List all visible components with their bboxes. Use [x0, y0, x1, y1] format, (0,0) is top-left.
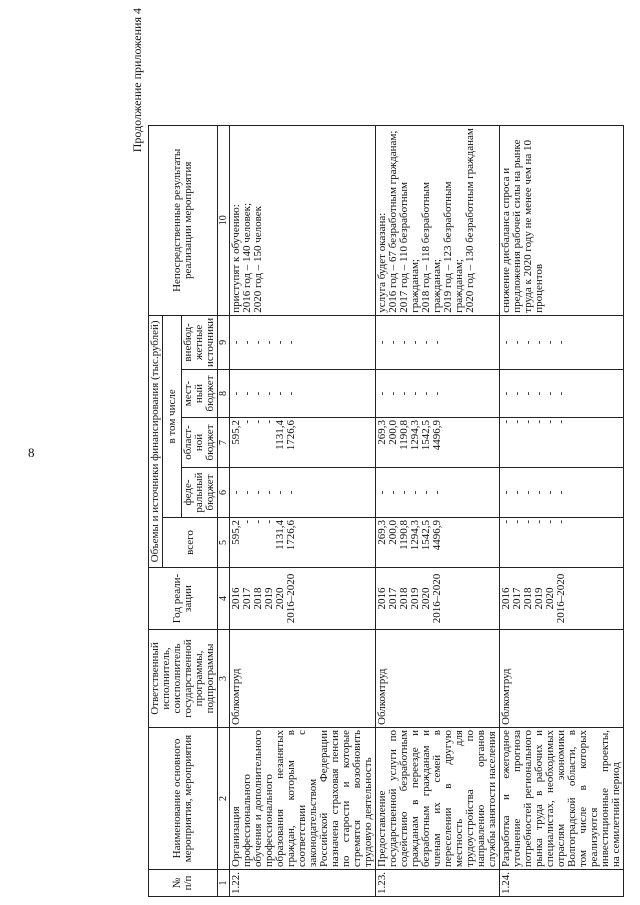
funding-total-line: 1190,8 [398, 520, 410, 550]
funding-total-line: 269,3 [376, 520, 388, 545]
funding-regional [500, 418, 624, 468]
funding-extrabudgetary-line: - [533, 340, 545, 345]
row-number: 1.22. [230, 870, 376, 897]
header-regional: област- ной бюджет [182, 418, 218, 468]
implementation-years-line: 2017 [387, 587, 399, 610]
expected-result [500, 125, 624, 315]
header-local: мест- ный бюджет [182, 370, 218, 418]
implementation-years-line: 2019 [263, 587, 275, 610]
funding-local-line: - [285, 391, 297, 396]
implementation-years-line: 2016 [376, 587, 388, 610]
funding-extrabudgetary-line: - [230, 340, 242, 345]
funding-federal-line: - [409, 490, 421, 495]
column-number: 9 [218, 315, 230, 369]
funding-federal [230, 468, 376, 518]
table-row [500, 125, 624, 896]
funding-total-line: - [500, 520, 512, 524]
funding-total [230, 518, 376, 568]
funding-federal-line: - [522, 490, 534, 495]
funding-regional-line: 1542,5 [420, 420, 432, 451]
activity-name: Организация профессионального обучения и дополнительного профессионального образования незанятых граждан, которым в соответствии с законодательством Российской Федерации назначена страховая пенсия по старости и которые стремятся возобновить трудовую деятельность [230, 728, 376, 870]
funding-extrabudgetary-line: - [555, 340, 567, 345]
page-number: 8 [28, 445, 35, 460]
column-number: 5 [218, 518, 230, 568]
funding-local-line: - [533, 391, 545, 396]
funding-federal [376, 468, 500, 518]
column-number: 3 [218, 630, 230, 728]
funding-extrabudgetary-line: - [376, 340, 388, 345]
activity-name: Предоставление государственной услуги по содействию безработным гражданам в переезде и безработным гражданам и членам их семей в переселении в другую местность для трудоустройства по направлению органов службы занятости населения [376, 728, 500, 870]
funding-regional-line: 595,2 [230, 420, 242, 445]
funding-regional-line: 1131,4 [274, 420, 286, 450]
funding-total-line: 1726,6 [285, 520, 297, 551]
funding-extrabudgetary-line: - [274, 340, 286, 345]
funding-total [500, 518, 624, 568]
funding-federal-line: - [285, 490, 297, 495]
funding-local-line: - [431, 391, 443, 396]
implementation-years [500, 568, 624, 630]
funding-federal-line: - [274, 490, 286, 495]
implementation-years-line: 2017 [241, 587, 253, 610]
funding-regional-line: 1190,8 [398, 420, 410, 450]
funding-local-line: - [522, 391, 534, 396]
header-federal: феде- ральный бюджет [182, 468, 218, 518]
funding-extrabudgetary-line: - [431, 340, 443, 345]
funding-local-line: - [409, 391, 421, 396]
funding-regional-line: - [241, 420, 253, 424]
funding-federal-line: - [420, 490, 432, 495]
funding-regional [376, 418, 500, 468]
funding-regional-line: - [555, 420, 567, 424]
header-name: Наименование основного мероприятия, мероприятия [149, 728, 218, 870]
funding-total-line: - [555, 520, 567, 524]
expected-result-line: 2020 год – 130 безработным гражданам [464, 128, 476, 313]
funding-total-line: 1542,5 [420, 520, 432, 551]
implementation-years-line: 2016–2020 [555, 573, 567, 624]
funding-total-line: 4496,9 [431, 520, 443, 551]
implementation-years-line: 2020 [544, 587, 556, 610]
expected-result-line: 2017 год – 110 безработным гражданам; [398, 181, 421, 313]
expected-result-line: 2018 год – 118 безработным гражданам; [420, 181, 443, 313]
funding-local [230, 370, 376, 418]
table-row [376, 125, 500, 896]
column-number: 1 [218, 870, 230, 897]
implementation-years-line: 2017 [511, 587, 523, 610]
implementation-years [376, 568, 500, 630]
funding-local-line: - [420, 391, 432, 396]
rotated-page-content [130, 0, 622, 905]
funding-federal-line: - [252, 490, 264, 495]
implementation-years-line: 2016 [230, 587, 242, 610]
funding-local-line: - [555, 391, 567, 396]
implementation-years-line: 2020 [420, 587, 432, 610]
header-year: Год реали- зации [149, 568, 218, 630]
column-number-row [218, 125, 230, 896]
funding-extrabudgetary-line: - [420, 340, 432, 345]
header-incl: в том числе [163, 315, 182, 517]
funding-extrabudgetary-line: - [500, 340, 512, 345]
funding-regional-line: 269,3 [376, 420, 388, 445]
column-number: 4 [218, 568, 230, 630]
table-body [230, 125, 624, 896]
funding-local-line: - [398, 391, 410, 396]
header-funding: Объемы и источники финансирования (тыс.рублей) [149, 315, 163, 567]
funding-extrabudgetary-line: - [285, 340, 297, 345]
funding-total-line: 1131,4 [274, 520, 286, 550]
funding-extrabudgetary-line: - [263, 340, 275, 345]
column-number: 10 [218, 125, 230, 315]
funding-total-line: - [241, 520, 253, 524]
funding-federal [500, 468, 624, 518]
funding-extrabudgetary-line: - [398, 340, 410, 345]
expected-result-line: 2016 год – 67 безработным гражданам; [387, 130, 399, 313]
implementation-years-line: 2018 [522, 587, 534, 610]
funding-extrabudgetary-line: - [387, 340, 399, 345]
funding-regional-line: - [511, 420, 523, 424]
expected-result-line: 2016 год – 140 человек; [241, 202, 253, 313]
implementation-years-line: 2018 [398, 587, 410, 610]
expected-result-line: услуга будет оказана: [376, 212, 388, 313]
funding-federal-line: - [230, 490, 242, 495]
implementation-years-line: 2019 [409, 587, 421, 610]
funding-total-line: - [533, 520, 545, 524]
funding-federal-line: - [555, 490, 567, 495]
funding-local-line: - [230, 391, 242, 396]
funding-local [500, 370, 624, 418]
funding-total-line: 1294,3 [409, 520, 421, 551]
implementation-years-line: 2016–2020 [285, 573, 297, 624]
funding-total-line: - [544, 520, 556, 524]
funding-federal-line: - [533, 490, 545, 495]
table-row [230, 125, 376, 896]
funding-total-line: 595,2 [230, 520, 242, 545]
row-number: 1.23. [376, 870, 500, 897]
implementation-years-line: 2018 [252, 587, 264, 610]
implementation-years-line: 2016–2020 [431, 573, 443, 624]
funding-local-line: - [241, 391, 253, 396]
column-number: 7 [218, 418, 230, 468]
funding-local-line: - [274, 391, 286, 396]
funding-local-line: - [387, 391, 399, 396]
expected-result-line: снижение дисбаланса спроса и предложения рабочей силы на рынке труда к 2020 году не менее чем на 10 процентов [500, 139, 545, 313]
funding-federal-line: - [387, 490, 399, 495]
funding-total-line: - [252, 520, 264, 524]
funding-extrabudgetary [376, 315, 500, 369]
funding-extrabudgetary-line: - [511, 340, 523, 345]
funding-local-line: - [511, 391, 523, 396]
funding-extrabudgetary [230, 315, 376, 369]
header-result: Непосредственные результаты реализации мероприятия [149, 125, 218, 315]
funding-federal-line: - [431, 490, 443, 495]
implementation-years-line: 2019 [533, 587, 545, 610]
implementation-years-line: 2020 [274, 587, 286, 610]
funding-total-line: - [511, 520, 523, 524]
funding-regional-line: - [544, 420, 556, 424]
responsible-executor: Облкомтруд [230, 630, 376, 728]
funding-local-line: - [376, 391, 388, 396]
funding-extrabudgetary-line: - [241, 340, 253, 345]
row-number: 1.24. [500, 870, 624, 897]
funding-regional-line: - [263, 420, 275, 424]
funding-regional-line: 1294,3 [409, 420, 421, 451]
responsible-executor: Облкомтруд [500, 630, 624, 728]
expected-result-line: 2019 год – 123 безработным гражданам; [442, 181, 465, 313]
funding-federal-line: - [398, 490, 410, 495]
funding-regional-line: - [522, 420, 534, 424]
funding-regional-line: - [533, 420, 545, 424]
funding-extrabudgetary-line: - [252, 340, 264, 345]
funding-total-line: 200,0 [387, 520, 399, 545]
funding-federal-line: - [263, 490, 275, 495]
funding-regional-line: 1726,6 [285, 420, 297, 451]
funding-local-line: - [500, 391, 512, 396]
activity-name: Разработка и ежегодное уточнение прогноза потребностей регионального рынка труда в рабочих и специалистах, необходимых отраслям экономики Волгоградской области, в том числе в которых реализуются инвестиционные проекты, на семилетний период [500, 728, 624, 870]
funding-total-line: - [263, 520, 275, 524]
continuation-note: Продолжение приложения 4 [130, 8, 144, 153]
implementation-years [230, 568, 376, 630]
funding-regional-line: - [500, 420, 512, 424]
funding-federal-line: - [241, 490, 253, 495]
header-extra: внебюд- жетные источники [182, 315, 218, 369]
expected-result [376, 125, 500, 315]
column-number: 6 [218, 468, 230, 518]
header-total: всего [163, 518, 218, 568]
funding-regional-line: - [252, 420, 264, 424]
funding-local-line: - [263, 391, 275, 396]
funding-regional-line: 200,0 [387, 420, 399, 445]
funding-federal-line: - [544, 490, 556, 495]
funding-extrabudgetary-line: - [522, 340, 534, 345]
expected-result-line: 2020 год – 150 человек [252, 206, 264, 313]
funding-federal-line: - [511, 490, 523, 495]
funding-federal-line: - [500, 490, 512, 495]
responsible-executor: Облкомтруд [376, 630, 500, 728]
funding-federal-line: - [376, 490, 388, 495]
funding-local [376, 370, 500, 418]
header-no: № п/п [149, 870, 218, 897]
funding-extrabudgetary-line: - [409, 340, 421, 345]
funding-total-line: - [522, 520, 534, 524]
funding-extrabudgetary [500, 315, 624, 369]
funding-regional [230, 418, 376, 468]
funding-total [376, 518, 500, 568]
funding-regional-line: 4496,9 [431, 420, 443, 451]
funding-local-line: - [252, 391, 264, 396]
expected-result [230, 125, 376, 315]
column-number: 8 [218, 370, 230, 418]
expected-result-line: приступят к обучению: [230, 204, 242, 313]
funding-extrabudgetary-line: - [544, 340, 556, 345]
funding-local-line: - [544, 391, 556, 396]
implementation-years-line: 2016 [500, 587, 512, 610]
funding-table [148, 125, 624, 897]
header-responsible: Ответственный исполнитель, соисполнитель государственной программы, подпрограммы [149, 630, 218, 728]
column-number: 2 [218, 728, 230, 870]
